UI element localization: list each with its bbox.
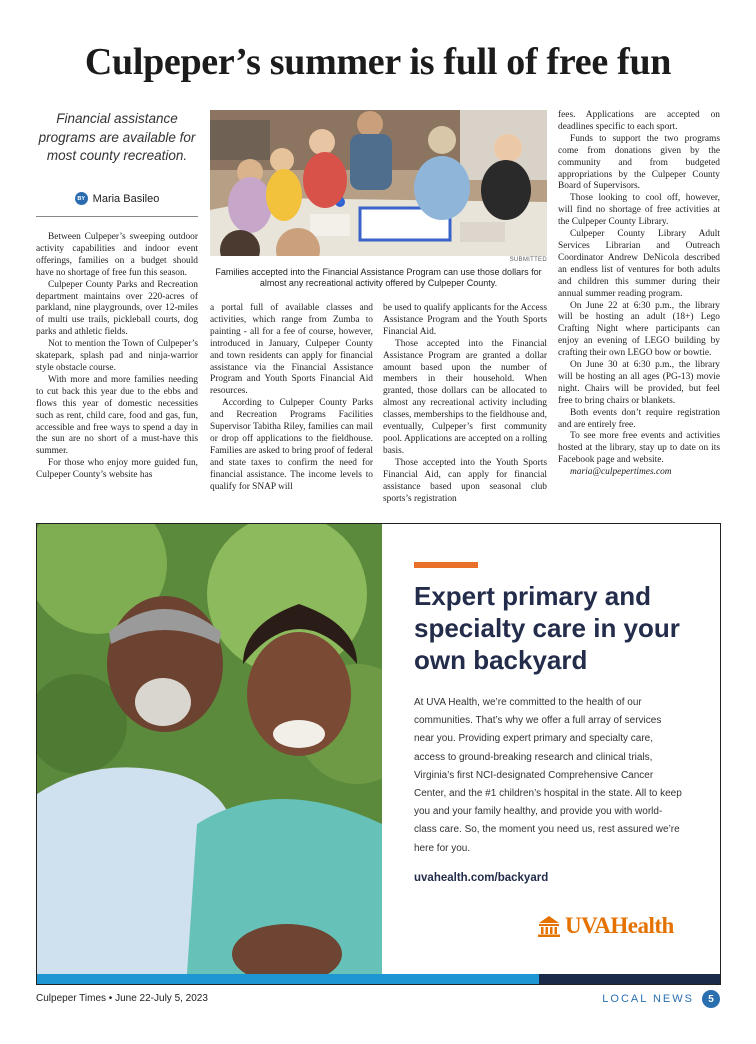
article-column-4 [558,110,720,479]
paragraph: Those accepted into the Youth Sports Financial Aid, can apply for financial assistance based upon seasonal club sports’s registration [383,457,547,504]
paragraph: On June 22 at 6:30 p.m., the library will be hosting an adult (18+) Lego Crafting Night where participants can enjoy an evening of LEGO building by crafting their own LEGO bow or bowtie. [558,300,720,359]
paragraph: Not to mention the Town of Culpeper’s skatepark, splash pad and ninja-warrior style obstacle course. [36,339,198,373]
author-email[interactable]: maria@culpepertimes.com [570,467,672,478]
photo-credit: SUBMITTED [509,257,547,263]
paragraph: Between Culpeper’s sweeping outdoor activity capabilities and indoor event offerings, families on a budget should have no shortage of free fun this season. [36,232,198,278]
photo-caption: Families accepted into the Financial Assistance Program can use those dollars for almost any recreational activity offered by Culpeper County. [215,267,542,288]
paragraph: According to Culpeper County Parks and Recreation Programs Facilities Supervisor Tabitha Riley, families can mail or drop off applications to the fieldhouse. Families are asked to bring proof of federal and state taxes to confirm the need for financial assistance. The income levels to qualify for SNAP will [210,398,373,492]
ad-accent-bar [414,562,478,568]
article-photo [210,110,547,256]
article-deck: Financial assistance programs are available for most county recreation. [38,111,196,163]
paragraph: Those looking to cool off, however, will find no shortage of free activities at the Culpeper County Library. [558,193,720,228]
ad-headline: Expert primary and specialty care in your own backyard [414,581,680,675]
section-name: LOCAL NEWS [602,993,694,1005]
page-number: 5 [702,990,720,1008]
footer-publication: Culpeper Times • June 22-July 5, 2023 [36,993,208,1004]
byline-divider [36,216,198,217]
paragraph: Both events don’t require registration and are entirely free. [558,407,720,430]
ad-photo [37,524,382,974]
article-column-3 [383,303,547,505]
paragraph: With more and more families needing to cut back this year due to the ebbs and flows this year of domestic necessities such as rent, child care, food and gas, fun, accessible and free ways to spend a day in the sun are no short of a must-have this summer. [36,374,198,457]
paragraph: Culpeper County Library Adult Services Librarian and Outreach Coordinator Andrew DeNicola described an endless list of ventures for both adults and children this summer during their annual summer reading program. [558,229,720,299]
ad-bottom-bar-blue [37,974,539,984]
paragraph: Funds to support the two programs come from donations given by the community and from budgeted appropriations by the Culpeper County Board of Supervisors. [558,133,720,192]
paragraph: fees. Applications are accepted on deadlines specific to each sport. [558,110,720,132]
article-column-2 [210,303,373,494]
rotunda-icon [537,915,561,937]
logo-text: UVAHealth [565,913,674,938]
paragraph: On June 30 at 6:30 p.m., the library will be hosting an all ages (PG-13) movie night. Chairs will be provided, but feel free to bring chairs or blankets. [558,360,720,406]
byline-badge: BY [75,192,88,205]
ad-body: At UVA Health, we’re committed to the health of our communities. That’s why we offer a full array of services near you. Providing expert primary and specialty care, access to ground-breaking research and clinical trials, Virginia’s first NCI-designated Comprehensive Cancer Center, and the #1 children’s hospital in the state. All to keep you and your family healthy, and provide you with world-class care. So, the moment you need us, rest assured we’re here for you. [414,697,682,854]
uva-health-logo[interactable] [537,913,674,939]
byline [36,192,198,205]
paragraph: To see more free events and activities hosted at the library, stay up to date on its Facebook page and website. [558,431,720,466]
couple-photo-illustration [37,524,382,974]
paragraph: be used to qualify applicants for the Access Assistance Program and the Youth Sports Financial Aid. [383,303,547,337]
paragraph: Culpeper County Parks and Recreation department maintains over 220-acres of parkland, nine playgrounds, over 12-miles of multi use trails, pickleball courts, dog parks and athletic fields. [36,279,198,338]
paragraph: For those who enjoy more guided fun, Culpeper County’s website has [36,458,198,481]
classroom-photo-illustration [210,110,547,256]
author-name[interactable]: Maria Basileo [92,192,160,205]
ad-bottom-bar-navy [539,974,721,984]
ad-link[interactable]: uvahealth.com/backyard [414,872,549,884]
article-headline: Culpeper’s summer is full of free fun [84,41,672,83]
paragraph: a portal full of available classes and activities, which range from Zumba to painting - all for a fee of course, however, introduced in January, Culpeper County and town residents can apply for financial assistance via the Financial Assistance Program and Youth Sports Financial Aid resources. [210,303,373,397]
uva-health-advertisement[interactable] [36,523,721,985]
paragraph: Those accepted into the Financial Assistance Program are granted a dollar amount based upon the number of members in their household. When granted, those dollars can be allocated to almost any recreational activity including classes, memberships to the fieldhouse and, eventually, Culpeper’s first community pool. Applications are accepted on a rolling basis. [383,338,547,456]
article-column-1 [36,232,198,482]
footer-section [602,990,720,1008]
